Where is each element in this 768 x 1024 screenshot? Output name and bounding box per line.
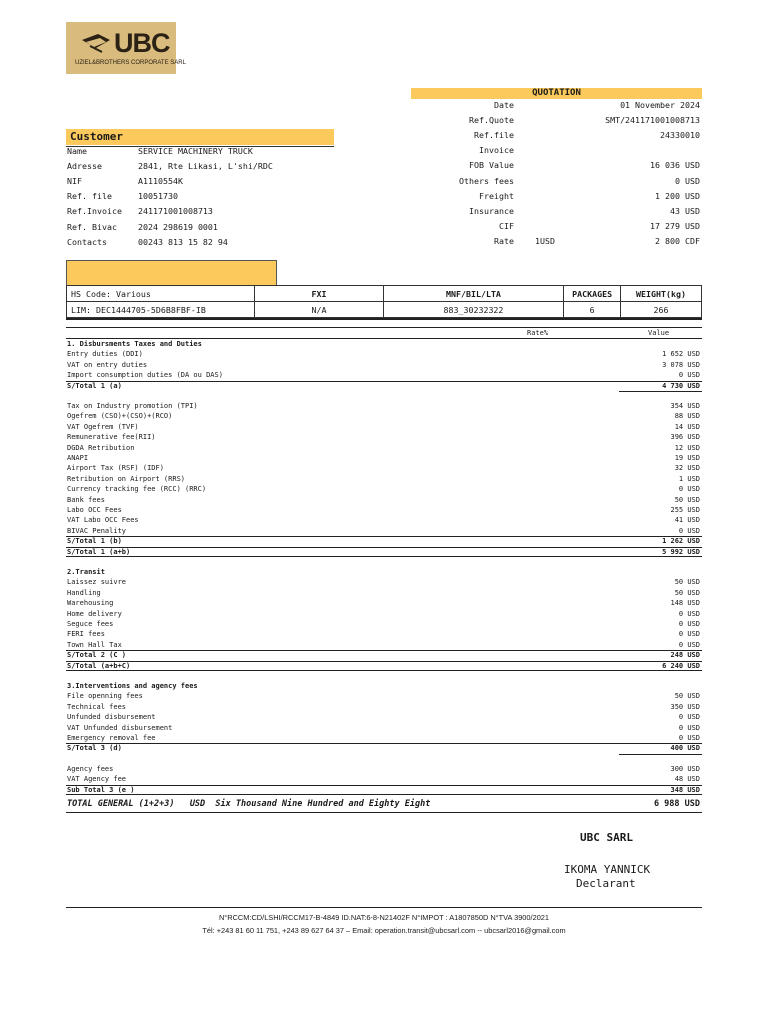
cost-item-value: 0 USD [678, 371, 700, 380]
cost-item [66, 723, 702, 733]
fxi-cell: N/A [255, 302, 383, 318]
quotation-row-label: Freight [479, 190, 514, 201]
cost-item [66, 609, 702, 619]
cost-item [66, 515, 702, 525]
total-general-line [66, 812, 702, 813]
cost-item [66, 505, 702, 515]
cost-item [66, 360, 702, 370]
subtotal-3d-value: 400 USD [670, 744, 700, 753]
customer-title: Customer [66, 129, 334, 145]
subtotal-1a [66, 381, 702, 391]
cost-item-label: Agency fees [67, 764, 114, 773]
section-3-title-label: 3.Interventions and agency fees [67, 682, 198, 690]
cost-item [66, 702, 702, 712]
quotation-row-value: 24330010 [660, 130, 700, 141]
cost-item [66, 422, 702, 432]
cost-item [66, 588, 702, 598]
customer-row [66, 237, 366, 250]
cost-item [66, 691, 702, 701]
quotation-row [411, 176, 702, 189]
cost-item-value: 50 USD [674, 692, 700, 701]
quotation-row-value: 43 USD [670, 205, 700, 216]
mnf-header: MNF/BIL/LTA [383, 286, 564, 302]
quotation-row-value: 2 800 CDF [655, 235, 700, 246]
cost-item [66, 774, 702, 784]
cost-item-value: 0 USD [678, 609, 700, 618]
quotation-row-label: Rate [494, 235, 514, 246]
packages-header: PACKAGES [564, 286, 621, 302]
cost-item [66, 577, 702, 587]
quotation-row-value: 16 036 USD [650, 160, 700, 171]
subtotal-2 [66, 650, 702, 660]
quotation-row [411, 236, 702, 249]
cost-item-label: Home delivery [67, 609, 122, 618]
quotation-row-label: Ref.Quote [469, 115, 514, 126]
cost-item-value: 0 USD [678, 630, 700, 639]
quotation-row [411, 206, 702, 219]
customer-row [66, 191, 366, 204]
cost-item-value: 88 USD [674, 412, 700, 421]
company-logo [66, 22, 186, 74]
subtotal-1b [66, 536, 702, 546]
cost-item [66, 495, 702, 505]
subtotal-1ab-value: 5 992 USD [662, 547, 700, 556]
quotation-row-label: CIF [499, 220, 514, 231]
section-1-title [66, 339, 702, 349]
customer-row [66, 222, 366, 235]
cost-item-label: VAT Labo OCC Fees [67, 516, 139, 525]
customer-row-value: 241171001008713 [138, 206, 213, 217]
cost-item-value: 14 USD [674, 422, 700, 431]
customer-row-label: Ref. file [67, 191, 112, 202]
cost-item-value: 300 USD [670, 764, 700, 773]
subtotal-1a-label: S/Total 1 (a) [67, 381, 122, 390]
highlight-box [66, 260, 277, 286]
subtotal-1ab-label: S/Total 1 (a+b) [67, 547, 131, 556]
customer-row-label: Ref.Invoice [67, 206, 122, 217]
cost-item [66, 764, 702, 774]
cost-item-label: Technical fees [67, 702, 127, 711]
footer-contacts: Tél: +243 81 60 11 751, +243 89 627 64 37 – Email: operation.transit@ubcsarl.com -- ubcsarl2016@gmail.com [202, 926, 566, 935]
shipment-table [66, 285, 702, 318]
quotation-row-label: FOB Value [469, 160, 514, 171]
cost-item-label: Seguce fees [67, 620, 114, 628]
subtotal-2abc-label: S/Total (a+b+C) [67, 661, 131, 670]
cost-item-value: 148 USD [670, 599, 700, 608]
customer-row-label: Adresse [67, 161, 102, 172]
cost-item-value: 396 USD [670, 433, 700, 442]
quotation-row-label: Date [494, 100, 514, 110]
subtotal-3e-bottom-line [66, 794, 702, 795]
cost-item [66, 474, 702, 484]
subtotal-1ab-bottom-line [66, 556, 702, 557]
cost-item [66, 712, 702, 722]
subtotal-1b-value: 1 262 USD [662, 537, 700, 546]
cost-item [66, 443, 702, 453]
cost-item [66, 432, 702, 442]
subtotal-3e-value: 348 USD [670, 785, 700, 794]
subtotal-2abc-bottom-line [66, 670, 702, 671]
customer-row [66, 176, 366, 189]
fxi-header: FXI [255, 286, 383, 302]
quotation-row-value: 0 USD [675, 175, 700, 186]
subtotal-3d-value-line [619, 754, 702, 755]
cost-item-label: FERI fees [67, 630, 105, 639]
quotation-row [411, 191, 702, 204]
total-general-row [66, 799, 702, 811]
cost-item-label: Warehousing [67, 599, 114, 608]
cost-item-value: 0 USD [678, 734, 700, 742]
subtotal-3d-label: S/Total 3 (d) [67, 744, 122, 753]
cost-item-value: 50 USD [674, 578, 700, 587]
cost-item [66, 370, 702, 380]
cost-item-value: 19 USD [674, 454, 700, 462]
customer-row-value: A1110554K [138, 176, 183, 187]
quotation-row-value: 17 279 USD [650, 220, 700, 231]
quotation-row-value: 01 November 2024 [620, 100, 700, 110]
cost-item-label: Handling [67, 588, 101, 597]
subtotal-2-value: 248 USD [670, 651, 700, 660]
shipment-header-row [67, 286, 702, 302]
cost-item [66, 629, 702, 639]
quotation-row-value: 1 200 USD [655, 190, 700, 201]
subtotal-3d [66, 743, 702, 753]
customer-row-label: Contacts [67, 236, 107, 247]
cost-item [66, 640, 702, 650]
cost-item-value: 0 USD [678, 640, 700, 649]
cost-item-value: 354 USD [670, 402, 700, 410]
quotation-row [411, 160, 702, 173]
subtotal-3e-label: Sub Total 3 (e ) [67, 785, 135, 794]
cost-item-label: DGDA Retribution [67, 443, 135, 452]
customer-row-value: 2841, Rte Likasi, L'shi/RDC [138, 161, 273, 172]
weight-cell: 266 [620, 302, 701, 318]
customer-row-value: 10051730 [138, 191, 178, 202]
quotation-row [411, 100, 702, 113]
subtotal-1a-value-line [619, 391, 702, 392]
cost-item [66, 619, 702, 629]
cost-item-label: Town Hall Tax [67, 640, 122, 649]
section-2-title-label: 2.Transit [67, 568, 105, 576]
quotation-row [411, 145, 702, 158]
quotation-row-extra: 1USD [535, 235, 555, 246]
customer-row-value: 00243 813 15 82 94 [138, 236, 228, 247]
cost-item-value: 0 USD [678, 526, 700, 535]
cost-item-label: BIVAC Penality [67, 526, 127, 535]
cost-item-label: Entry duties (DDI) [67, 350, 143, 359]
total-general-value: 6 988 USD [653, 799, 700, 809]
lim-cell: LIM: DEC1444705-5D6B8FBF-IB [67, 302, 255, 318]
cost-item-value: 0 USD [678, 485, 700, 494]
cost-item-value: 48 USD [674, 775, 700, 784]
logo-brand-text: UBC [114, 28, 170, 58]
cost-item-value: 50 USD [674, 495, 700, 504]
quotation-row-label: Others fees [459, 175, 514, 186]
cost-item-value: 3 078 USD [662, 360, 700, 369]
section-2-title [66, 567, 702, 577]
logo-tagline: UZIEL&BROTHERS CORPORATE SARL [75, 60, 186, 66]
columns-top-line [66, 327, 702, 328]
cost-item-value: 0 USD [678, 620, 700, 628]
weight-header: WEIGHT(kg) [620, 286, 701, 302]
customer-row-label: Ref. Bivac [67, 221, 117, 232]
cost-item-value: 0 USD [678, 723, 700, 732]
customer-row [66, 161, 366, 174]
value-column-header: Value [648, 329, 670, 337]
cost-item-label: File openning fees [67, 692, 143, 701]
cost-item-label: VAT Ogefrem (TVF) [67, 422, 139, 431]
cost-item-label: VAT Unfunded disbursement [67, 723, 173, 732]
subtotal-1b-label: S/Total 1 (b) [67, 537, 122, 546]
quotation-row [411, 221, 702, 234]
subtotal-2abc-value: 6 240 USD [662, 661, 700, 670]
cost-item-label: Import consumption duties (DA ou DAS) [67, 371, 223, 380]
table-divider [66, 318, 702, 320]
cost-item-value: 41 USD [674, 516, 700, 525]
mnf-cell: 883_30232322 [383, 302, 564, 318]
cost-item-label: Laissez suivre [67, 578, 127, 587]
section-3-title [66, 681, 702, 691]
signature-name: IKOMA YANNICK [564, 863, 651, 876]
cost-item [66, 401, 702, 411]
cost-item-label: VAT Agency fee [67, 775, 127, 784]
cost-item-value: 255 USD [670, 506, 700, 514]
cost-item-label: Labo OCC Fees [67, 506, 122, 514]
cost-item-label: Bank fees [67, 495, 105, 504]
subtotal-1a-value: 4 730 USD [662, 381, 700, 390]
customer-row-label: Name [67, 146, 87, 156]
cost-item [66, 463, 702, 473]
cost-item [66, 411, 702, 421]
cost-item [66, 349, 702, 359]
rate-column-header: Rate% [527, 329, 549, 337]
total-general-label: TOTAL GENERAL (1+2+3) USD Six Thousand Nine Hundred and Eighty Eight [67, 799, 431, 809]
cost-item-value: 0 USD [678, 713, 700, 722]
quotation-title: QUOTATION [411, 88, 702, 99]
quotation-row [411, 130, 702, 143]
quotation-row-label: Insurance [469, 205, 514, 216]
signature-company: UBC SARL [580, 831, 633, 844]
footer-registration: N°RCCM:CD/LSHI/RCCM17-B-4849 ID.NAT:6-8-N21402F N°IMPOT : A1807850D N°TVA 3900/2021 [218, 913, 550, 922]
customer-row-value: 2024 298619 0001 [138, 221, 218, 232]
cost-item-label: Ogefrem (CSO)+(CSO)+(RCO) [67, 412, 173, 421]
cost-item-label: Unfunded disbursement [67, 713, 156, 722]
customer-row [66, 206, 366, 219]
quotation-row-value: SMT/241171001008713 [605, 115, 700, 126]
subtotal-2-label: S/Total 2 (C ) [67, 651, 127, 660]
cost-item-value: 1 652 USD [662, 350, 700, 359]
quotation-row [411, 115, 702, 128]
cost-item-value: 350 USD [670, 702, 700, 711]
cost-item-value: 32 USD [674, 464, 700, 473]
customer-row-value: SERVICE MACHINERY TRUCK [138, 146, 253, 156]
cost-item-label: VAT on entry duties [67, 360, 148, 369]
section-1-title-label: 1. Disbursments Taxes and Duties [67, 340, 202, 348]
shipment-data-row [67, 302, 702, 318]
quotation-row-label: Invoice [479, 145, 514, 156]
cost-item-value: 50 USD [674, 588, 700, 597]
hs-code-cell: HS Code: Various [67, 286, 255, 302]
cost-item [66, 526, 702, 536]
customer-row-label: NIF [67, 176, 82, 187]
cost-item-label: Tax on Industry promotion (TPI) [67, 402, 198, 410]
cost-item-label: Currency tracking fee (RCC) (RRC) [67, 485, 207, 494]
cost-item-label: Emergency removal fee [67, 734, 156, 742]
cost-item [66, 453, 702, 463]
footer-divider [66, 907, 702, 908]
signature-role: Declarant [576, 877, 636, 890]
cost-item-label: ANAPI [67, 454, 89, 462]
cost-item-value: 1 USD [678, 474, 700, 483]
cost-item [66, 733, 702, 743]
cost-item [66, 484, 702, 494]
cost-item [66, 598, 702, 608]
quotation-row-label: Ref.file [474, 130, 514, 141]
cost-item-label: Remunerative fee(RII) [67, 433, 156, 442]
cost-item-label: Retribution on Airport (RRS) [67, 474, 186, 483]
packages-cell: 6 [564, 302, 621, 318]
customer-row [66, 146, 366, 159]
cost-item-value: 12 USD [674, 443, 700, 452]
cost-item-label: Airport Tax (RSF) (IDF) [67, 464, 164, 473]
